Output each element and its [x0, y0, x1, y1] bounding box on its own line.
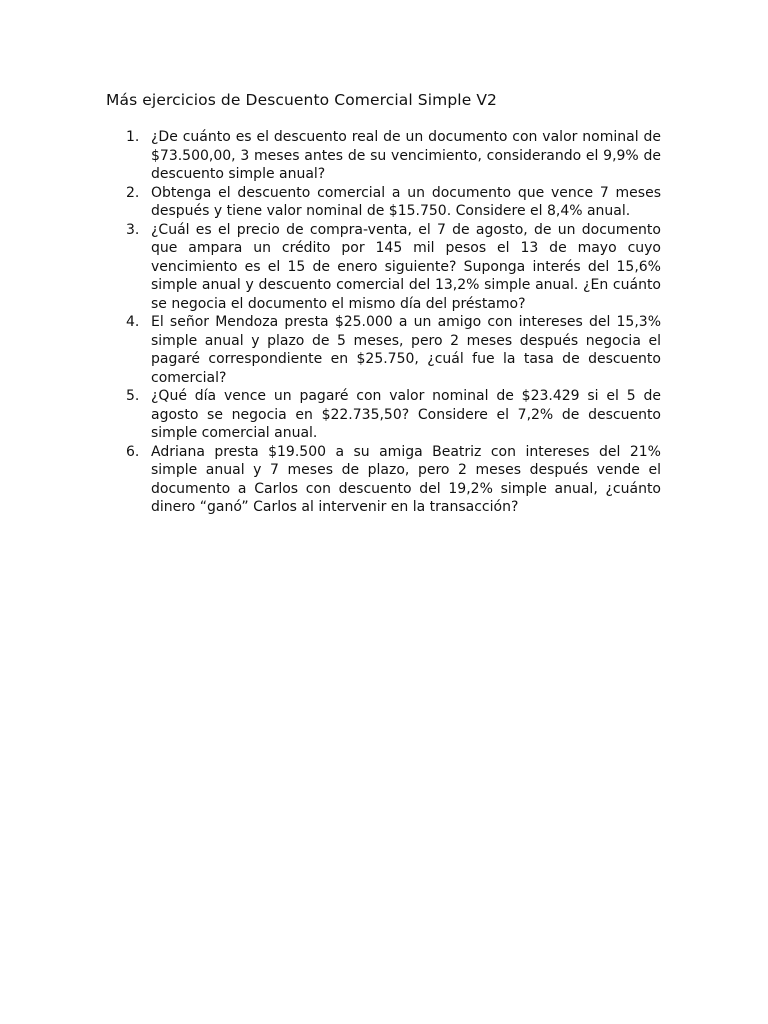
- exercise-item-6: [126, 443, 661, 517]
- exercise-number: 2.: [126, 184, 140, 201]
- exercise-number: 3.: [126, 221, 140, 238]
- document-title: Más ejercicios de Descuento Comercial Simple V2: [106, 91, 498, 109]
- exercise-number: 1.: [126, 129, 140, 145]
- exercise-text: El señor Mendoza presta $25.000 a un amigo con intereses del 15,3% simple anual y plazo de 5 meses, pero 2 meses después negocia el pagaré correspondiente en $25.750, ¿cuál fue la tasa de descuento comercial?: [151, 314, 661, 386]
- exercise-text: Obtenga el descuento comercial a un documento que vence 7 meses después y tiene valor nominal de $15.750. Considere el 8,4% anual.: [151, 184, 661, 219]
- exercise-text: ¿Qué día vence un pagaré con valor nominal de $23.429 si el 5 de agosto se negocia en $22.735,50? Considere el 7,2% de descuento simple comercial anual.: [151, 388, 661, 441]
- exercise-item-4: [126, 313, 661, 387]
- exercise-item-2: [126, 184, 661, 221]
- exercise-number: 4.: [126, 314, 140, 330]
- exercise-text: Adriana presta $19.500 a su amiga Beatriz con intereses del 21% simple anual y 7 meses de plazo, pero 2 meses después vende el documento a Carlos con descuento del 19,2% simple anual, ¿cuánto dinero “ganó” Carlos al intervenir en la transacción?: [151, 443, 661, 515]
- exercise-text: ¿Cuál es el precio de compra-venta, el 7 de agosto, de un documento que ampara un crédito por 145 mil pesos el 13 de mayo cuyo vencimiento es el 15 de enero siguiente? Suponga interés del 15,6% simple anual y descuento comercial del 13,2% simple anual. ¿En cuánto se negocia el documento el mismo día del préstamo?: [151, 221, 661, 312]
- exercise-number: 6.: [126, 443, 140, 460]
- exercise-item-1: [126, 128, 661, 184]
- exercise-item-3: [126, 221, 661, 314]
- exercise-item-5: [126, 387, 661, 443]
- exercise-number: 5.: [126, 388, 140, 404]
- exercise-text: ¿De cuánto es el descuento real de un documento con valor nominal de $73.500,00, 3 meses antes de su vencimiento, considerando el 9,9% de descuento simple anual?: [151, 129, 661, 182]
- exercise-list: [126, 128, 661, 517]
